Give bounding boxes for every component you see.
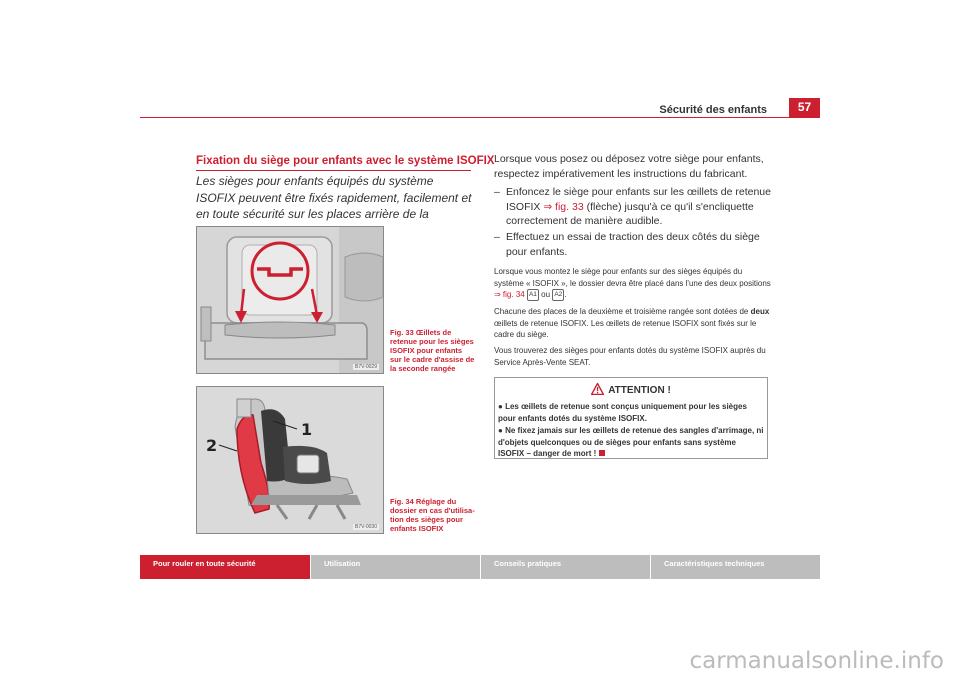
tab-tips[interactable]: Conseils pratiques [480,555,650,579]
note-dealer: Vous trouverez des sièges pour enfants dotés du système ISOFIX auprès du Service Après-Vente SEAT. [494,346,766,367]
figure-code: B7V-0030 [355,524,377,530]
backrest-illustration [197,387,383,533]
figure-33-isofix-eyelets [196,226,384,374]
note-or: ou [538,290,553,300]
section-title: Fixation du siège pour enfants avec le système ISOFIX [196,155,495,167]
warning-icon [591,383,604,395]
note-eyelets-text-a: Chacune des places de la deuxième et troisième rangée sont dotées de [494,307,751,316]
note-eyelets [494,306,772,341]
tab-specs[interactable]: Caractéristiques techniques [650,555,820,579]
figure-label-1: 1 [301,420,313,439]
instructions-intro: Lorsque vous posez ou déposez votre siège pour enfants, respectez impérativement les instructions du fabricant. [494,153,764,180]
step-2 [494,230,774,259]
note-positions-text: Lorsque vous montez le siège pour enfants sur des sièges équipés du système « ISOFIX », le dossier devra être placé dans l'une des deux positions [494,267,771,288]
fig-33-link[interactable]: ⇒ fig. 33 [543,200,584,213]
watermark: carmanualsonline.info [689,648,944,674]
attention-bullet-1 [498,401,764,424]
bullet-icon: ● [498,402,503,411]
figure-label-2: 2 [206,436,218,455]
end-of-section-icon [599,450,605,456]
fig-34-link[interactable]: ⇒ fig. 34 [494,290,525,300]
step-2-text: Effectuez un essai de traction des deux côtés du siège pour enfants. [506,231,760,258]
attention-bullet-2-text: Ne fixez jamais sur les œillets de retenue des sangles d'arrimage, ni d'objets quelconques ou de sièges pour enfants sans système ISOFIX – danger de mort ! [498,426,764,458]
note-end: . [564,290,567,300]
tab-usage[interactable]: Utilisation [310,555,480,579]
step-dash: – [494,231,500,243]
step-1-text-b: (flèche) jusqu'à ce qu'il s'encliquette correctement de manière audible. [506,200,754,227]
figure-34-caption: Fig. 34 Réglage du dossier en cas d'utilisa-tion des sièges pour enfants ISOFIX [390,497,475,533]
note-eyelets-text-b: œillets de retenue ISOFIX. Les œillets de retenue ISOFIX sont fixés sur le cadre du siège. [494,318,757,339]
step-1-text-a: Enfoncez le siège pour enfants sur les œillets de retenue ISOFIX [506,186,771,213]
note-eyelets-bold: deux [750,307,770,316]
attention-bullet-2 [498,425,764,460]
figure-34-backrest-adjustment [196,386,384,534]
isofix-seat-illustration [197,227,383,373]
figure-33-caption: Fig. 33 Œillets de retenue pour les sièges ISOFIX pour enfants sur le cadre d'assise de la seconde rangée [390,328,475,373]
bullet-icon: ● [498,426,503,435]
section-rule [196,170,471,171]
position-marker-a2: A2 [552,289,564,301]
step-1 [494,185,774,229]
attention-bullet-1-text: Les œillets de retenue sont conçus uniquement pour les sièges pour enfants dotés du système ISOFIX. [498,402,747,423]
running-header-title: Sécurité des enfants [659,104,767,116]
attention-box [494,377,768,459]
page-number: 57 [789,98,820,117]
chapter-tabs [140,555,820,579]
attention-title: ATTENTION ! [608,385,671,396]
step-dash: – [494,186,500,198]
section-intro: Les sièges pour enfants équipés du système ISOFIX peuvent être fixés rapidement, facilement et en toute sécurité sur les places arrière de la [196,174,472,221]
figure-code: B7V-0029 [355,364,377,370]
position-marker-a1: A1 [527,289,539,301]
tab-safety[interactable]: Pour rouler en toute sécurité [140,555,310,579]
note-positions [494,266,772,301]
header-rule [140,117,820,118]
attention-heading [495,383,767,396]
